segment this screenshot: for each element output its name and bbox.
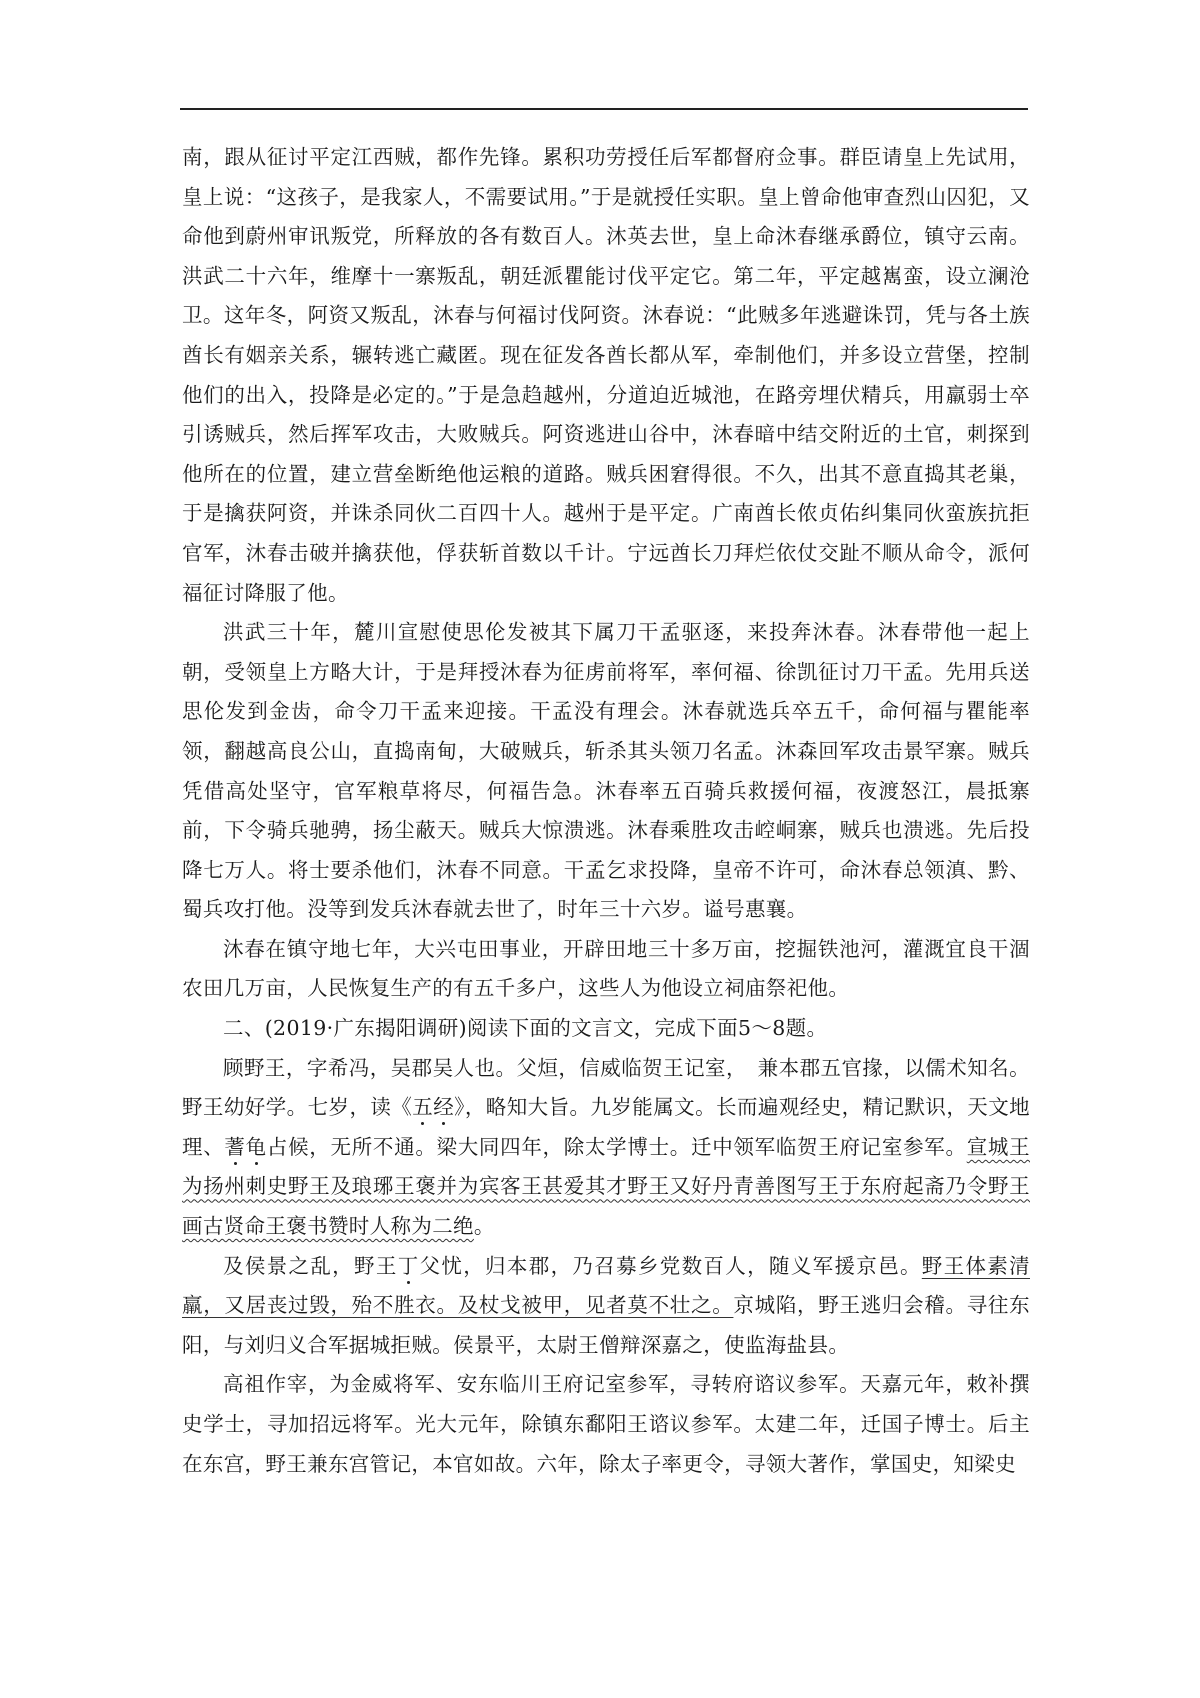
translation-paragraph-1: 南，跟从征讨平定江西贼，都作先锋。累积功劳授任后军都督府佥事。群臣请皇上先试用，皇上说：“这孩子，是我家人，不需要试用。”于是就授任实职。皇上曾命他审查烈山囚犯，又命他到蔚州审讯叛党，所释放的各有数百人。沐英去世，皇上命沐春继承爵位，镇守云南。洪武二十六年，维摩十一寨叛乱，朝廷派瞿能讨伐平定它。第二年，平定越嶲蛮，设立澜沧卫。这年冬，阿资又叛乱，沐春与何福讨伐阿资。沐春说：“此贼多年逃避诛罚，凭与各土族酋长有姻亲关系，辗转逃亡藏匿。现在征发各酋长都从军，牵制他们，并多设立营堡，控制他们的出入，投降是必定的。”于是急趋越州，分道迫近城池，在路旁埋伏精兵，用羸弱士卒引诱贼兵，然后挥军攻击，大败贼兵。阿资逃进山谷中，沐春暗中结交附近的土官，刺探到他所在的位置，建立营垒断绝他运粮的道路。贼兵困窘得很。不久，出其不意直捣其老巢，于是擒获阿资，并诛杀同伙二百四十人。越州于是平定。广南酋长侬贞佑纠集同伙蛮族抗拒官军，沐春击破并擒获他，俘获斩首数以千计。宁远酋长刀拜烂依仗交趾不顺从命令，派何福征讨降服了他。 bbox=[182, 145, 1030, 605]
passage-text: 》，略知大旨。九岁能属文。长而遍观经史，精记默识，天文地理、 bbox=[182, 1095, 1030, 1159]
emphasis-dot-char: 龟 bbox=[245, 1134, 267, 1159]
passage-text: 占候，无所不通。梁大同四年，除太学博士。迁中领军临贺王府记室参军。 bbox=[266, 1134, 967, 1159]
emphasis-dot-char: 蓍 bbox=[224, 1134, 246, 1159]
passage-text: 。 bbox=[473, 1214, 495, 1239]
passage-paragraph-2 bbox=[182, 1247, 1030, 1366]
emphasis-dot-char: 经 bbox=[433, 1095, 455, 1120]
passage-text: 京城陷，野王逃归会稽。寻往东阳，与刘归义合军据城拒贼。侯景平，太尉王僧辩深嘉之，使监海盐县。 bbox=[182, 1293, 1030, 1357]
translation-paragraph-2: 洪武三十年，麓川宣慰使思伦发被其下属刀干孟驱逐，来投奔沐春。沐春带他一起上朝，受领皇上方略大计，于是拜授沐春为征虏前将军，率何福、徐凯征讨刀干孟。先用兵送思伦发到金齿，命令刀干孟来迎接。干孟没有理会。沐春就选兵卒五千，命何福与瞿能率领，翻越高良公山，直捣南甸，大破贼兵，斩杀其头领刀名孟。沐森回军攻击景罕寨。贼兵凭借高处坚守，官军粮草将尽，何福告急。沐春率五百骑兵救援何福，夜渡怒江，晨抵寨前，下令骑兵驰骋，扬尘蔽天。贼兵大惊溃逃。沐春乘胜攻击崆峒寨，贼兵也溃逃。先后投降七万人。将士要杀他们，沐春不同意。干孟乞求投降，皇帝不许可，命沐春总领滇、黔、蜀兵攻打他。没等到发兵沐春就去世了，时年三十六岁。谥号惠襄。 bbox=[182, 620, 1030, 922]
passage-text: 父忧，归本郡，乃召募乡党数百人，随义军援京邑。 bbox=[419, 1253, 922, 1278]
passage-paragraph-1 bbox=[182, 1049, 1030, 1247]
document-body bbox=[182, 138, 1030, 1484]
translation-paragraph-3: 沐春在镇守地七年，大兴屯田事业，开辟田地三十多万亩，挖掘铁池河，灌溉宜良干涸农田几万亩，人民恢复生产的有五千多户，这些人为他设立祠庙祭祀他。 bbox=[182, 936, 1030, 1001]
emphasis-dot-char: 五 bbox=[412, 1095, 434, 1120]
passage-paragraph-3: 高祖作宰，为金威将军、安东临川王府记室参军，寻转府谘议参军。天嘉元年，敕补撰史学士，寻加招远将军。光大元年，除镇东鄱阳王谘议参军。太建二年，迁国子博士。后主在东宫，野王兼东宫管记，本官如故。六年，除太子率更令，寻领大著作，掌国史，知梁史 bbox=[182, 1372, 1030, 1476]
header-rule bbox=[180, 108, 1028, 110]
underlined-sentence: 野王体素清羸，又居丧过毁，殆不胜衣。及杖戈被甲，见者莫不壮之。 bbox=[182, 1253, 1030, 1318]
passage-text: 及侯景之乱，野王 bbox=[223, 1253, 398, 1278]
wavy-underlined-sentence: 宣城王为扬州刺史野王及琅琊王褒并为宾客王甚爱其才野王又好丹青善图写王于东府起斋乃令野王画古贤命王褒书赞时人称为二绝 bbox=[182, 1134, 1030, 1239]
section-heading: 二、(2019·广东揭阳调研)阅读下面的文言文，完成下面5～8题。 bbox=[223, 1016, 828, 1041]
passage-text: 顾野王，字希冯，吴郡吴人也。父烜，信威临贺王记室， 兼本郡五官掾，以儒术知名。野王幼好学。七岁，读《 bbox=[182, 1055, 1030, 1120]
emphasis-dot-char: 丁 bbox=[397, 1253, 420, 1278]
